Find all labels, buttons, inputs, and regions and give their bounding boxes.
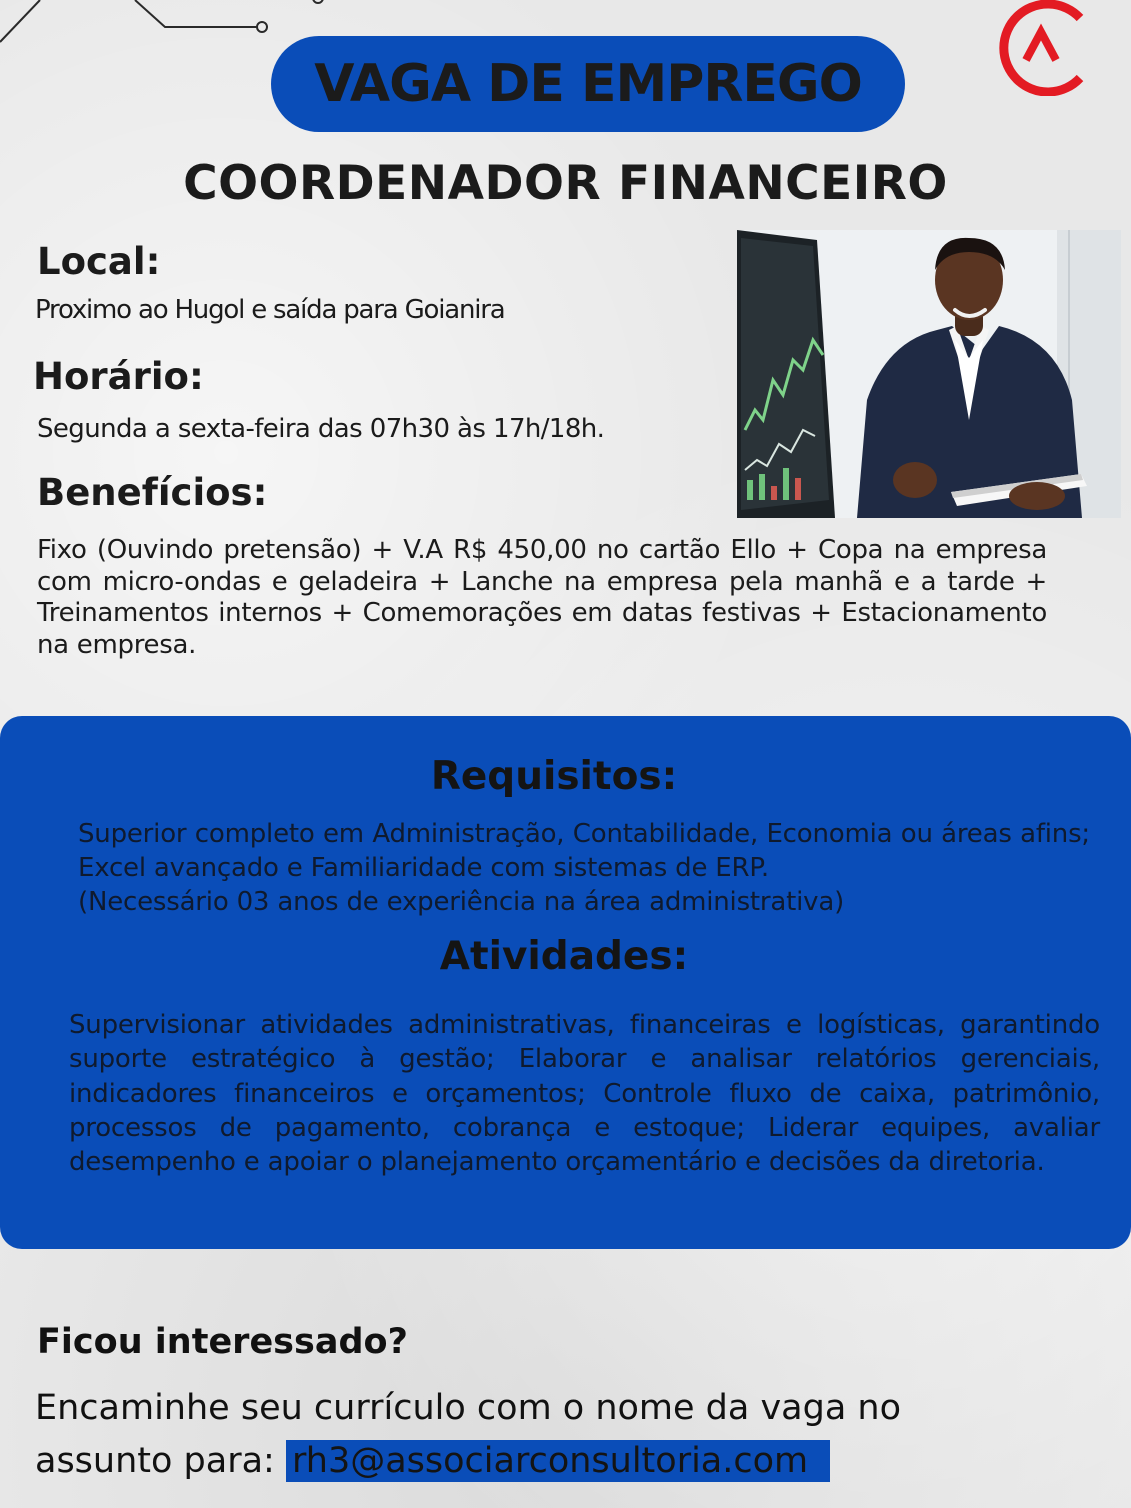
businessman-photo [737, 230, 1121, 518]
cta-prefix: assunto para: [35, 1441, 275, 1481]
requisitos-note: (Necessário 03 anos de experiência na área administrativa) [78, 887, 845, 917]
requisitos-label: Requisitos: [430, 754, 678, 799]
local-value: Proximo ao Hugol e saída para Goianira [35, 295, 505, 325]
beneficios-label: Benefícios: [37, 471, 268, 514]
horario-value: Segunda a sexta-feira das 07h30 às 17h/18h. [37, 414, 605, 444]
atividades-label: Atividades: [439, 934, 689, 979]
horario-label: Horário: [33, 355, 204, 398]
company-logo-icon [992, 0, 1096, 96]
header-title-pill [271, 36, 905, 132]
cta-line-2 [35, 1440, 830, 1482]
cta-line-1: Encaminhe seu currículo com o nome da vaga no [35, 1388, 902, 1428]
cta-title: Ficou interessado? [37, 1322, 408, 1362]
requisitos-value: Superior completo em Administração, Contabilidade, Economia ou áreas afins; Excel avançado e Familiaridade com sistemas de ERP. [78, 819, 1090, 883]
header-title: VAGA DE EMPREGO [314, 54, 862, 114]
email-link[interactable]: rh3@associarconsultoria.com [286, 1440, 830, 1482]
photo-illustration [737, 230, 1121, 518]
beneficios-value: Fixo (Ouvindo pretensão) + V.A R$ 450,00 no cartão Ello + Copa na empresa com micro-ondas e geladeira + Lanche na empresa pela manhã e a tarde + Treinamentos internos + Comemorações em datas festivas + Estacionamento na empresa. [37, 535, 1047, 660]
job-title: COORDENADOR FINANCEIRO [183, 156, 948, 211]
atividades-value: Supervisionar atividades administrativas, financeiras e logísticas, garantindo suporte estratégico à gestão; Elaborar e analisar relatórios gerenciais, indicadores financeiros e orçamentos; Controle fluxo de caixa, patrimônio, processos de pagamento, cobrança e estoque; Liderar equipes, avaliar desempenho e apoiar o planejamento orçamentário e decisões da diretoria. [69, 1010, 1100, 1178]
local-label: Local: [37, 240, 161, 283]
